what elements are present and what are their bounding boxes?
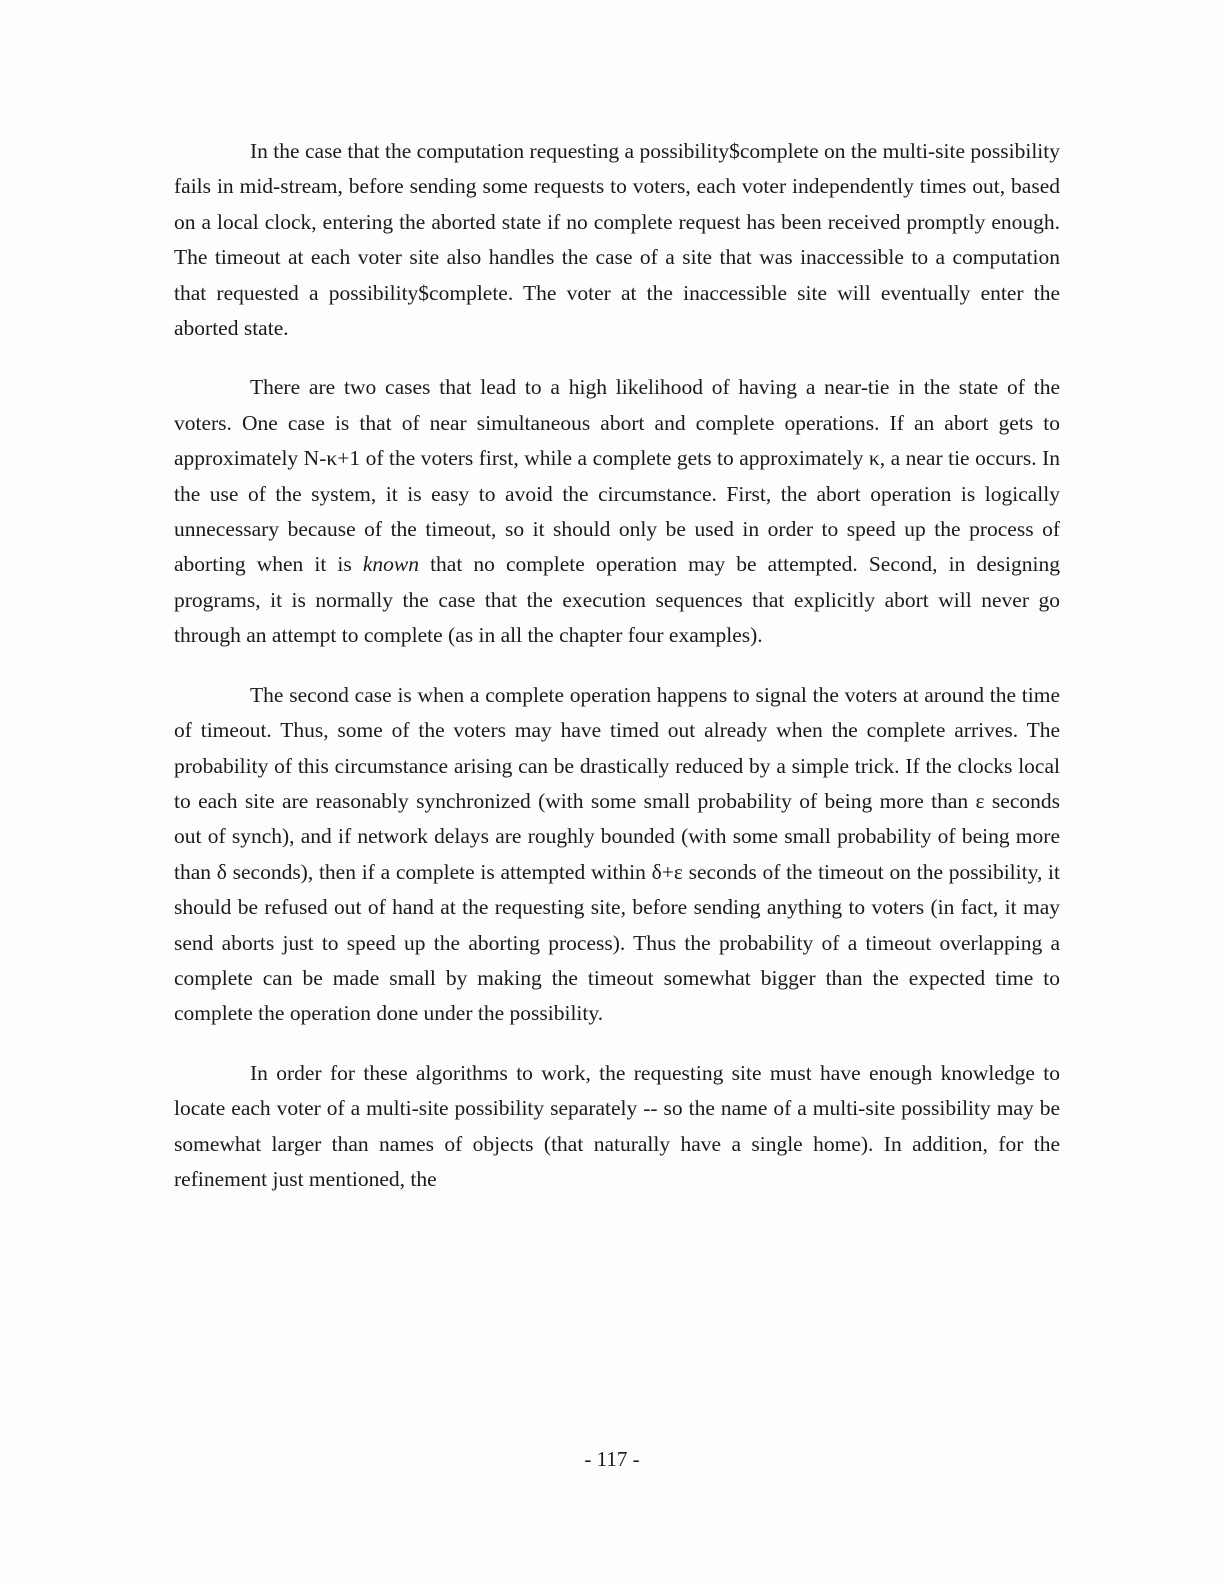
emphasis-known: known [362,552,419,577]
paragraph-2-text-b: that no complete operation may be attempted. Second, in designing programs, it is normally the case that the execution sequences that explicitly abort will never go through an attempt to complete (as in all the chapter four examples). [174,552,1060,648]
body-text [174,134,1060,1221]
paragraph-3 [174,678,1060,1032]
paragraph-2-text-a: There are two cases that lead to a high likelihood of having a near-tie in the state of the voters. One case is that of near simultaneous abort and complete operations. If an abort gets to approximately N-κ+1 of the voters first, while a complete gets to approximately κ, a near tie occurs. In the use of the system, it is easy to avoid the circumstance. First, the abort operation is logically unnecessary because of the timeout, so it should only be used in order to speed up the process of aborting when it is [174,375,1060,577]
page-number: - 117 - [584,1447,640,1471]
paragraph-4-text: In order for these algorithms to work, the requesting site must have enough knowledge to locate each voter of a multi-site possibility separately -- so the name of a multi-site possibility may be somewhat larger than names of objects (that naturally have a single home). In addition, for the refinement just mentioned, the [174,1060,1060,1191]
paragraph-2 [174,370,1060,653]
paragraph-1 [174,134,1060,346]
paragraph-4 [174,1056,1060,1198]
paragraph-1-text: In the case that the computation requesting a possibility$complete on the multi-site possibility fails in mid-stream, before sending some requests to voters, each voter independently times out, based on a local clock, entering the aborted state if no complete request has been received promptly enough. The timeout at each voter site also handles the case of a site that was inaccessible to a computation that requested a possibility$complete. The voter at the inaccessible site will eventually enter the aborted state. [174,139,1060,341]
paragraph-3-text: The second case is when a complete operation happens to signal the voters at around the time of timeout. Thus, some of the voters may have timed out already when the complete arrives. The probability of this circumstance arising can be drastically reduced by a simple trick. If the clocks local to each site are reasonably synchronized (with some small probability of being more than ε seconds out of synch), and if network delays are roughly bounded (with some small probability of being more than δ seconds), then if a complete is attempted within δ+ε seconds of the timeout on the possibility, it should be refused out of hand at the requesting site, before sending anything to voters (in fact, it may send aborts just to speed up the aborting process). Thus the probability of a timeout overlapping a complete can be made small by making the timeout somewhat bigger than the expected time to complete the operation done under the possibility. [174,682,1060,1026]
